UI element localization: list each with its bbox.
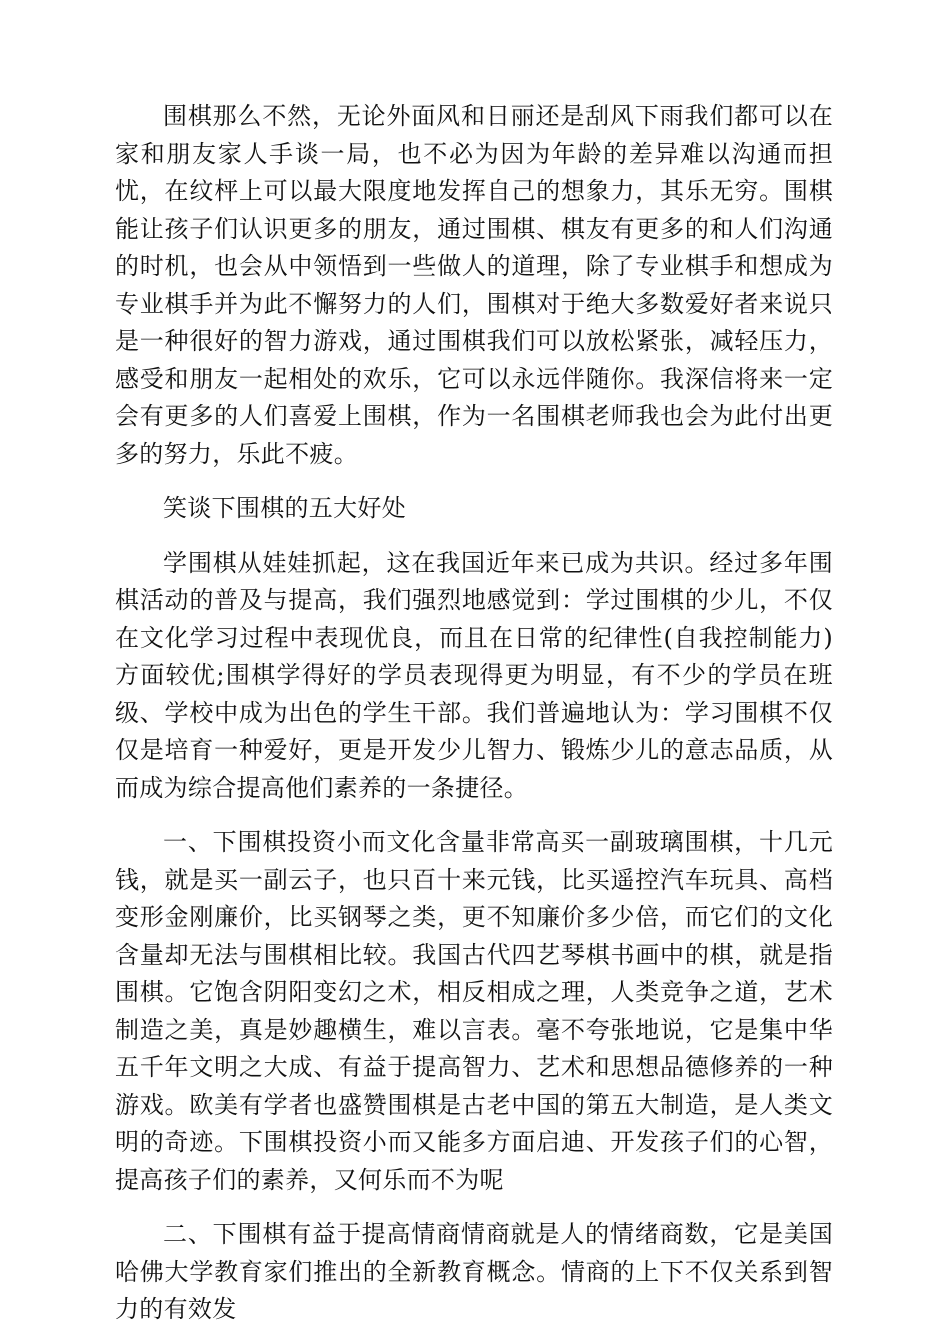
document-body [115, 98, 833, 1344]
paragraph-point-two: 二、下围棋有益于提高情商情商就是人的情绪商数，它是美国哈佛大学教育家们推出的全新教育概念。情商的上下不仅关系到智力的有效发 [115, 1220, 833, 1323]
paragraph-point-one: 一、下围棋投资小而文化含量非常高买一副玻璃围棋，十几元钱，就是买一副云子，也只百十来元钱，比买遥控汽车玩具、高档变形金刚廉价，比买钢琴之类，更不知廉价多少倍，而它们的文化含量却无法与围棋相比较。我国古代四艺琴棋书画中的棋，就是指围棋。它饱含阴阳变幻之术，相反相成之理，人类竞争之道，艺术制造之美，真是妙趣横生，难以言表。毫不夸张地说，它是集中华五千年文明之大成、有益于提高智力、艺术和思想品德修养的一种游戏。欧美有学者也盛赞围棋是古老中国的第五大制造，是人类文明的奇迹。下围棋投资小而又能多方面启迪、开发孩子们的心智，提高孩子们的素养，又何乐而不为呢 [115, 828, 833, 1194]
section-heading: 笑谈下围棋的五大好处 [163, 494, 406, 522]
paragraph-intro: 学围棋从娃娃抓起，这在我国近年来已成为共识。经过多年围棋活动的普及与提高，我们强烈地感觉到：学过围棋的少儿，不仅在文化学习过程中表现优良，而且在日常的纪律性(自我控制能力)方面较优;围棋学得好的学员表现得更为明显，有不少的学员在班级、学校中成为出色的学生干部。我们普遍地认为：学习围棋不仅仅是培育一种爱好，更是开发少儿智力、锻炼少儿的意志品质，从而成为综合提高他们素养的一条捷径。 [115, 548, 833, 802]
paragraph-go-benefits: 围棋那么不然，无论外面风和日丽还是刮风下雨我们都可以在家和朋友家人手谈一局，也不必为因为年龄的差异难以沟通而担忧，在纹枰上可以最大限度地发挥自己的想象力，其乐无穷。围棋能让孩子们认识更多的朋友，通过围棋、棋友有更多的和人们沟通的时机，也会从中领悟到一些做人的道理，除了专业棋手和想成为专业棋手并为此不懈努力的人们，围棋对于绝大多数爱好者来说只是一种很好的智力游戏，通过围棋我们可以放松紧张，减轻压力，感受和朋友一起相处的欢乐，它可以永远伴随你。我深信将来一定会有更多的人们喜爱上围棋，作为一名围棋老师我也会为此付出更多的努力，乐此不疲。 [115, 102, 833, 468]
